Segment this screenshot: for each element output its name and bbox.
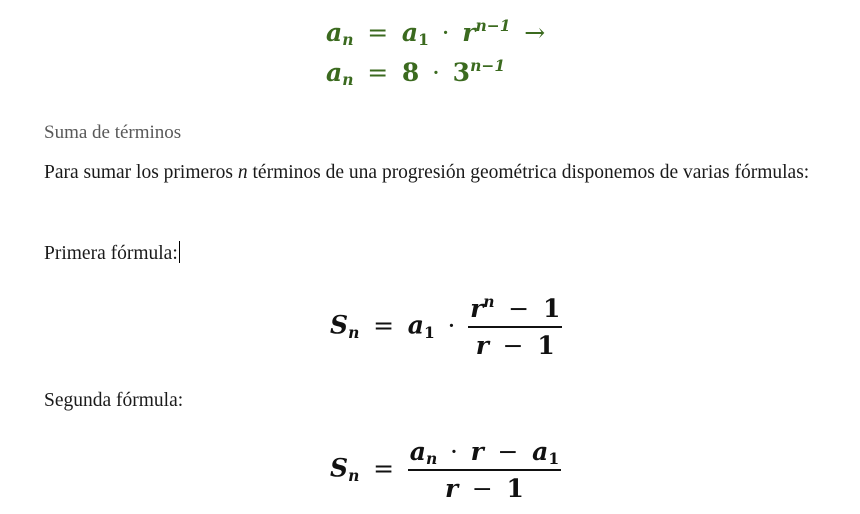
minus-sign: −	[508, 294, 530, 323]
fraction	[468, 294, 562, 360]
formula-general-term	[326, 16, 550, 50]
symbol-a: a	[326, 18, 343, 47]
multiply-dot: ·	[432, 58, 440, 87]
equals-sign: =	[373, 310, 395, 340]
minus-sign: −	[502, 331, 524, 360]
subscript-n: n	[342, 70, 354, 90]
minus-sign: −	[497, 437, 519, 466]
number-3: 3	[452, 58, 471, 87]
multiply-dot: ·	[449, 437, 458, 466]
symbol-a1: a	[407, 310, 424, 340]
fraction-numerator	[468, 294, 562, 328]
subscript-1: 1	[418, 30, 429, 50]
number-1: 1	[542, 294, 561, 323]
subscript-n: n	[348, 465, 360, 485]
fraction-denominator	[468, 328, 562, 360]
subscript-1: 1	[548, 449, 560, 469]
number-1: 1	[537, 331, 555, 360]
multiply-dot: ·	[441, 18, 450, 47]
fraction-denominator	[408, 471, 561, 503]
second-formula-label: Segunda fórmula:	[44, 390, 184, 411]
paragraph-text-end: términos de una progresión geométrica disponemos de varias fórmulas:	[247, 162, 810, 183]
arrow-right-icon: →	[524, 18, 546, 47]
fraction	[408, 437, 561, 503]
first-formula-label[interactable]	[44, 241, 180, 266]
symbol-r: r	[470, 294, 484, 323]
fraction-numerator	[408, 437, 561, 471]
formula-specific-term	[326, 56, 506, 90]
exponent-n: n	[483, 292, 495, 312]
first-label-text: Primera fórmula:	[44, 243, 178, 264]
subscript-1: 1	[423, 322, 435, 342]
symbol-r: r	[444, 474, 459, 503]
symbol-r: r	[475, 331, 489, 360]
subscript-n: n	[348, 322, 360, 342]
number-8: 8	[401, 58, 420, 87]
paragraph-italic-n: n	[237, 162, 248, 183]
equals-sign: =	[367, 18, 389, 47]
subscript-n: n	[342, 30, 354, 50]
symbol-a: a	[326, 58, 343, 87]
text-cursor	[179, 241, 180, 263]
multiply-dot: ·	[447, 310, 456, 340]
symbol-S: S	[330, 453, 349, 483]
exponent-n-minus-1: n−1	[470, 56, 506, 76]
sum-formula-second	[330, 437, 561, 503]
number-1: 1	[506, 474, 524, 503]
exponent-n-minus-1: n−1	[475, 16, 511, 36]
minus-sign: −	[471, 474, 493, 503]
paragraph-text-start: Para sumar los primeros	[44, 162, 238, 183]
equals-sign: =	[367, 58, 389, 87]
symbol-a1: a	[401, 18, 419, 47]
symbol-r: r	[462, 18, 476, 47]
equals-sign: =	[373, 453, 395, 483]
intro-paragraph	[44, 161, 814, 185]
section-heading: Suma de términos	[44, 122, 182, 143]
sum-formula-first	[330, 294, 562, 360]
symbol-r: r	[470, 437, 484, 466]
symbol-S: S	[330, 310, 349, 340]
symbol-a: a	[409, 437, 426, 466]
symbol-a1: a	[532, 437, 549, 466]
subscript-n: n	[425, 449, 438, 469]
